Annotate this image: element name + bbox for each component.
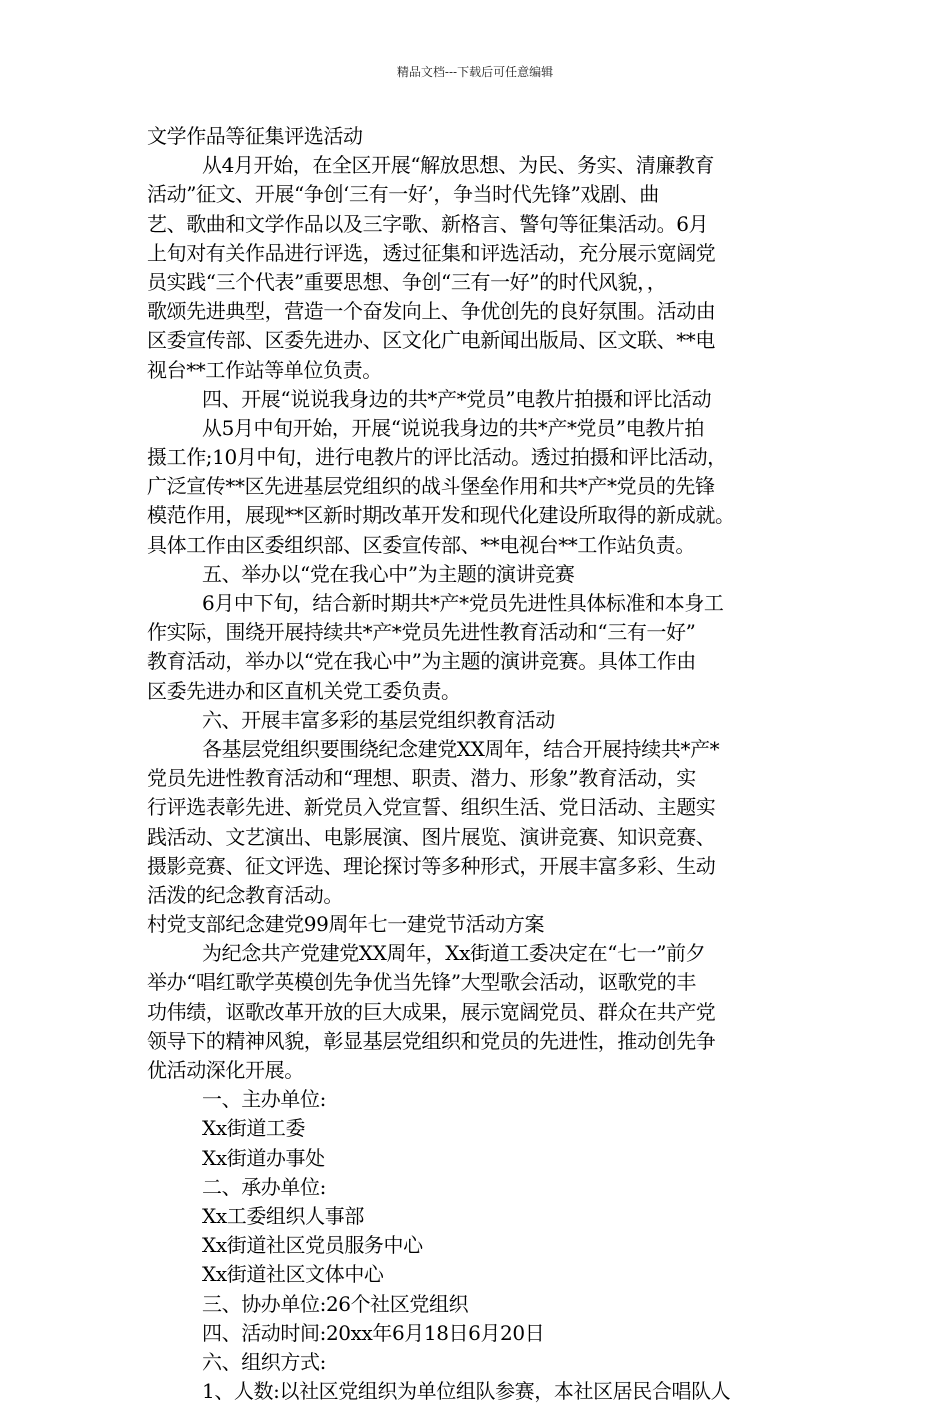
text-line: 摄工作;10月中旬，进行电教片的评比活动。透过拍摄和评比活动， <box>147 445 727 470</box>
text-line: 1、人数:以社区党组织为单位组队参赛，本社区居民合唱队人 <box>202 1379 731 1404</box>
text-line: 从5月中旬开始，开展“说说我身边的共*产*党员”电教片拍 <box>202 415 704 440</box>
text-line: 六、组织方式: <box>202 1349 326 1374</box>
text-line: 艺、歌曲和文学作品以及三字歌、新格言、警句等征集活动。6月 <box>147 211 709 236</box>
text-line: 优活动深化开展。 <box>147 1058 304 1082</box>
text-line: 村党支部纪念建党99周年七一建党节活动方案 <box>147 912 545 937</box>
text-line: Xx街道社区文体中心 <box>202 1262 384 1287</box>
text-line: 三、协办单位:26个社区党组织 <box>202 1291 469 1316</box>
text-line: 领导下的精神风貌，彰显基层党组织和党员的先进性，推动创先争 <box>147 1028 716 1053</box>
header-text: 精品文档---下载后可任意编辑 <box>396 65 554 79</box>
text-line: 六、开展丰富多彩的基层党组织教育活动 <box>202 707 555 732</box>
text-line: 从4月开始，在全区开展“解放思想、为民、务实、清廉教育 <box>202 153 715 178</box>
text-line: 文学作品等征集评选活动 <box>147 124 363 148</box>
text-line: 视台**工作站等单位负责。 <box>147 357 382 382</box>
text-line: 员实践“三个代表”重要思想、争创“三有一好”的时代风貌，， <box>147 269 667 294</box>
text-line: Xx街道工委 <box>202 1116 306 1141</box>
text-line: 模范作用，展现**区新时期改革开发和现代化建设所取得的新成就。 <box>147 503 735 528</box>
text-line: 歌颂先进典型，营造一个奋发向上、争优创先的良好氛围。活动由 <box>147 299 716 324</box>
text-line: 广泛宣传**区先进基层党组织的战斗堡垒作用和共*产*党员的先锋 <box>147 474 715 499</box>
text-line: 五、举办以“党在我心中”为主题的演讲竞赛 <box>202 561 575 586</box>
page-header <box>0 64 950 80</box>
text-line: 区委先进办和区直机关党工委负责。 <box>147 678 461 703</box>
text-line: 活泼的纪念教育活动。 <box>147 882 343 907</box>
text-line: 各基层党组织要围绕纪念建党XX周年，结合开展持续共*产* <box>202 736 720 761</box>
text-line: 区委宣传部、区委先进办、区文化广电新闻出版局、区文联、**电 <box>147 328 715 353</box>
text-line: 教育活动，举办以“党在我心中”为主题的演讲竞赛。具体工作由 <box>147 649 696 674</box>
text-line: Xx工委组织人事部 <box>202 1203 364 1228</box>
text-line: 举办“唱红歌学英模创先争优当先锋”大型歌会活动，讴歌党的丰 <box>147 970 696 995</box>
text-line: 一、主办单位: <box>202 1087 326 1112</box>
document-body <box>147 122 812 1406</box>
text-line: 摄影竞赛、征文评选、理论探讨等多种形式，开展丰富多彩、生动 <box>147 853 716 878</box>
text-line: 党员先进性教育活动和“理想、职责、潜力、形象”教育活动，实 <box>147 766 696 791</box>
text-line: 行评选表彰先进、新党员入党宣誓、组织生活、党日活动、主题实 <box>147 795 716 820</box>
text-line: 具体工作由区委组织部、区委宣传部、**电视台**工作站负责。 <box>147 532 695 557</box>
text-line: 二、承办单位: <box>202 1174 326 1199</box>
text-line: Xx街道办事处 <box>202 1145 325 1170</box>
text-line: 践活动、文艺演出、电影展演、图片展览、演讲竞赛、知识竞赛、 <box>147 824 716 849</box>
text-line: 为纪念共产党建党XX周年，Xx街道工委决定在“七一”前夕 <box>202 941 706 966</box>
text-line: Xx街道社区党员服务中心 <box>202 1233 423 1258</box>
text-line: 作实际，围绕开展持续共*产*党员先进性教育活动和“三有一好” <box>147 620 696 645</box>
text-line: 四、活动时间:20xx年6月18日6月20日 <box>202 1320 545 1345</box>
text-line: 6月中下旬，结合新时期共*产*党员先进性具体标准和本身工 <box>202 591 724 615</box>
text-line: 四、开展“说说我身边的共*产*党员”电教片拍摄和评比活动 <box>202 386 712 411</box>
text-line: 功伟绩，讴歌改革开放的巨大成果，展示宽阔党员、群众在共产党 <box>147 999 716 1024</box>
text-line: 上旬对有关作品进行评选，透过征集和评选活动，充分展示宽阔党 <box>147 240 716 265</box>
text-line: 活动”征文、开展“争创‘三有一好’，争当时代先锋”戏剧、曲 <box>147 182 659 207</box>
